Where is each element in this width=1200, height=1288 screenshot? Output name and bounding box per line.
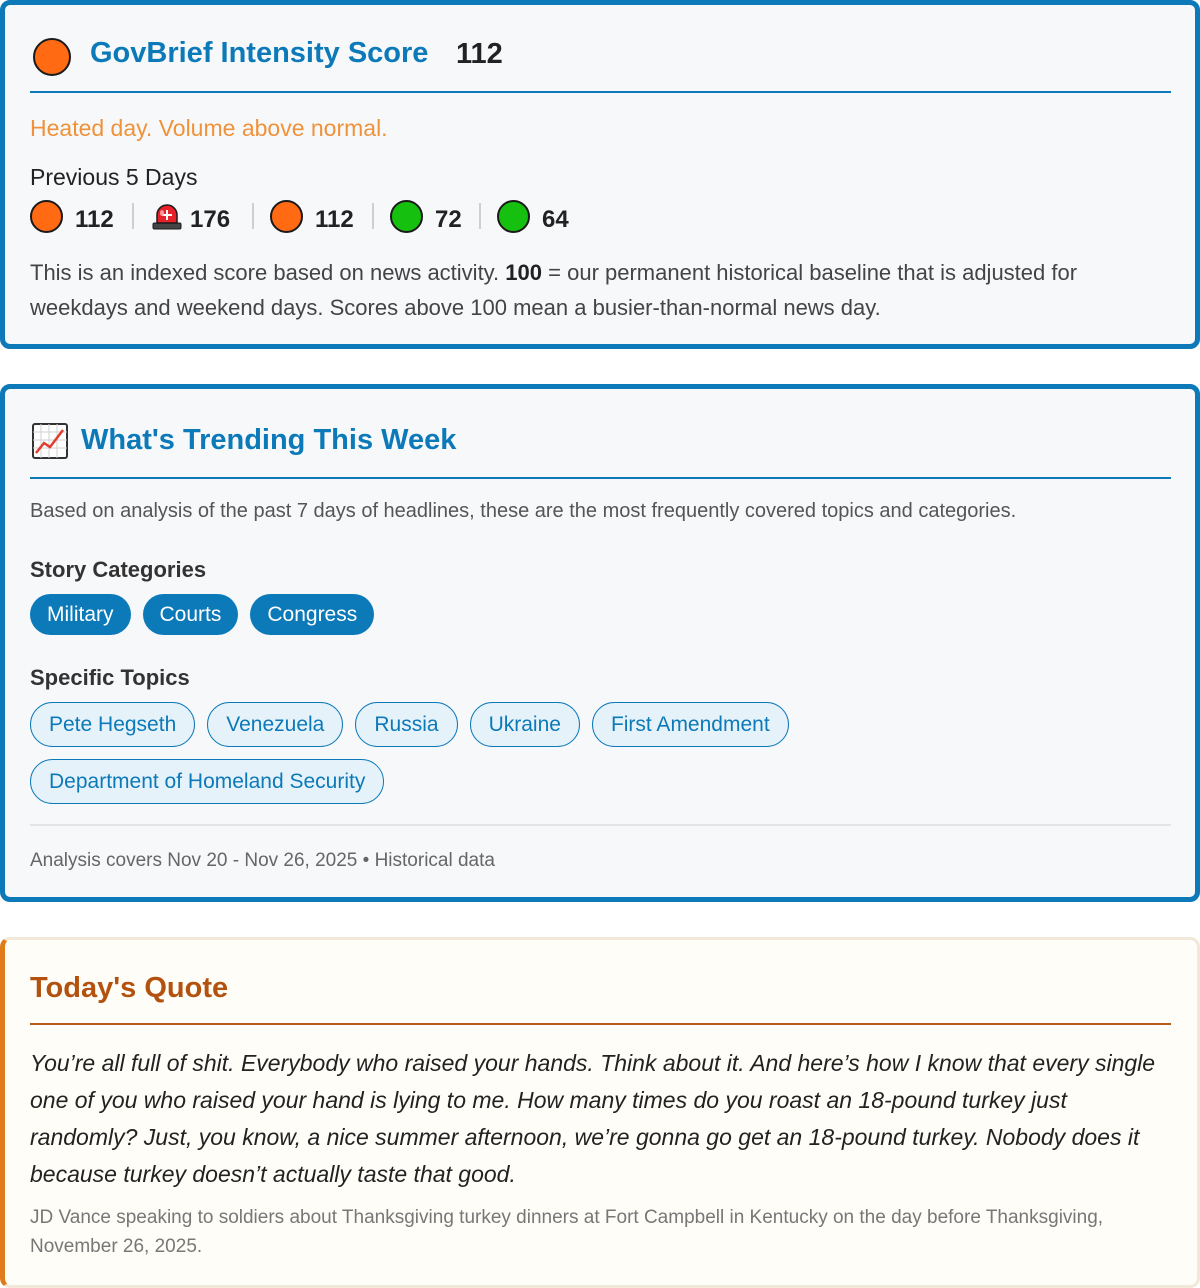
- previous-day-score: 112: [315, 206, 354, 233]
- story-categories-label: Story Categories: [30, 557, 207, 582]
- trending-card: [0, 384, 1200, 902]
- separator: [372, 203, 374, 229]
- previous-days-label: Previous 5 Days: [30, 164, 198, 190]
- topic-list: [30, 702, 789, 747]
- specific-topics-label: Specific Topics: [30, 665, 190, 690]
- topic-pill-venezuela[interactable]: Venezuela: [207, 702, 343, 747]
- chart-increasing-icon: [32, 423, 68, 459]
- separator: [132, 203, 134, 229]
- separator: [252, 203, 254, 229]
- siren-icon: [152, 204, 182, 230]
- previous-days-row: [30, 197, 730, 237]
- quote-title: Today's Quote: [30, 972, 229, 1004]
- topic-list-row-2: [30, 759, 384, 804]
- category-pill-military[interactable]: Military: [30, 594, 131, 635]
- analysis-footer: Analysis covers Nov 20 - Nov 26, 2025 • Historical data: [30, 850, 495, 871]
- previous-day-score: 64: [542, 206, 569, 233]
- quote-header: [30, 968, 1171, 1025]
- orange-circle-icon: [270, 200, 303, 233]
- score-status: Heated day. Volume above normal.: [30, 115, 388, 141]
- previous-day-score: 112: [75, 206, 114, 233]
- green-circle-icon: [390, 200, 423, 233]
- category-pill-congress[interactable]: Congress: [250, 594, 374, 635]
- baseline-value: 100: [505, 260, 543, 285]
- green-circle-icon: [497, 200, 530, 233]
- orange-circle-icon: [30, 200, 63, 233]
- divider: [30, 824, 1171, 826]
- topic-pill-first-amendment[interactable]: First Amendment: [592, 702, 789, 747]
- quote-attribution: JD Vance speaking to soldiers about Thanksgiving turkey dinners at Fort Campbell in Kentucky on the day before Thanksgiving, November 26, 2025.: [30, 1207, 1104, 1257]
- intensity-score-card: [0, 0, 1200, 349]
- category-pill-courts[interactable]: Courts: [143, 594, 239, 635]
- trending-header: [30, 419, 1171, 479]
- previous-day-score: 176: [190, 206, 231, 233]
- score-header: [30, 35, 1171, 93]
- topic-pill-pete-hegseth[interactable]: Pete Hegseth: [30, 702, 195, 747]
- score-value: 112: [456, 38, 503, 70]
- topic-pill-russia[interactable]: Russia: [355, 702, 457, 747]
- quote-text: You’re all full of shit. Everybody who raised your hands. Think about it. And here’s how I know that every single one of you who raised your hand is lying to me. How many times do you roast an 18-pound turkey just randomly? Just, you know, a nice summer afternoon, we’re gonna go get an 18-pound turkey. Nobody does it because turkey doesn’t actually taste that good.: [30, 1050, 1156, 1187]
- topic-pill-department-of-homeland-security[interactable]: Department of Homeland Security: [30, 759, 384, 804]
- score-title: GovBrief Intensity Score: [90, 37, 429, 69]
- quote-card: [0, 937, 1200, 1288]
- separator: [479, 203, 481, 229]
- orange-circle-icon: [33, 38, 71, 76]
- previous-day-score: 72: [435, 206, 462, 233]
- trending-title: What's Trending This Week: [81, 424, 457, 456]
- score-description: This is an indexed score based on news activity. 100 = our permanent historical baseline that is adjusted for weekdays and weekend days. Scores above 100 mean a busier-than-normal news day.: [30, 260, 1078, 320]
- topic-pill-ukraine[interactable]: Ukraine: [470, 702, 580, 747]
- trending-intro: Based on analysis of the past 7 days of headlines, these are the most frequently covered topics and categories.: [30, 500, 1017, 522]
- category-list: [30, 594, 374, 635]
